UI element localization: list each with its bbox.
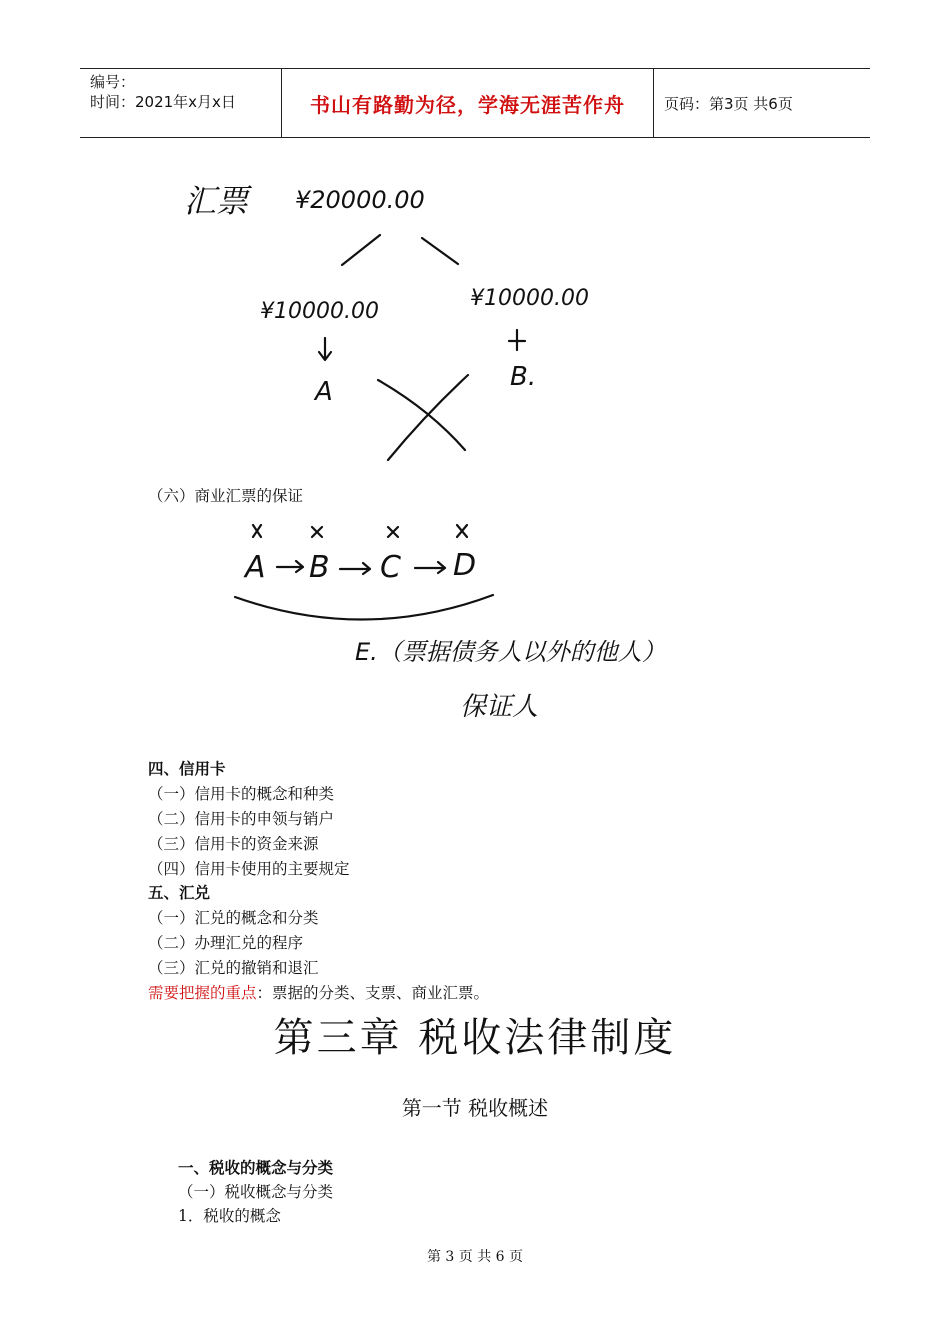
- sketch-chain-d: D: [453, 548, 477, 583]
- sketch-bill-label: 汇票: [184, 182, 249, 220]
- guarantee-sketch: [225, 515, 685, 730]
- heading-tax-concept: 一、税收的概念与分类: [178, 1159, 334, 1177]
- sketch-arrow-cd: [415, 562, 445, 573]
- credit-card-item-3: （三）信用卡的资金来源: [148, 835, 319, 853]
- header-page-number: 页码：第3页 共6页: [664, 94, 793, 113]
- credit-card-item-2: （二）信用卡的申领与销户: [148, 810, 335, 828]
- tax-concept-subitem: 1．税收的概念: [178, 1207, 281, 1225]
- sketch-x-b: [312, 527, 322, 537]
- sketch-top-amount: ¥20000.00: [295, 186, 425, 214]
- sketch-arrow-right: [509, 330, 525, 350]
- sketch-chain-c: C: [380, 550, 401, 585]
- sketch-x-c: [388, 527, 398, 537]
- sketch-guarantor-label: 保证人: [460, 692, 539, 722]
- key-points-text: ：票据的分类、支票、商业汇票。: [256, 984, 490, 1002]
- sketch-chain-b: B: [309, 550, 330, 585]
- page-header: [80, 68, 870, 138]
- remittance-item-3: （三）汇兑的撤销和退汇: [148, 959, 319, 977]
- chapter-title: 第三章 税收法律制度: [273, 1015, 677, 1061]
- header-motto: 书山有路勤为径，学海无涯苦作舟: [282, 69, 654, 137]
- credit-card-item-4: （四）信用卡使用的主要规定: [148, 860, 350, 878]
- bill-split-sketch: [170, 160, 610, 470]
- key-points: [148, 983, 489, 1003]
- sketch-x-a: [253, 525, 261, 537]
- key-points-label: 需要把握的重点: [148, 984, 257, 1002]
- sketch-cross-b: [388, 375, 468, 460]
- sketch-arrow-ab: [277, 561, 303, 572]
- header-left: [80, 69, 282, 137]
- heading-remittance: 五、汇兑: [148, 884, 211, 902]
- tax-concept-item: （一）税收概念与分类: [178, 1183, 334, 1201]
- sketch-arrow-bc: [340, 563, 370, 574]
- sketch-branch-right: [422, 238, 458, 264]
- sketch-node-a: A: [315, 377, 333, 407]
- sketch-right-amount: ¥10000.00: [470, 286, 589, 311]
- sketch-arrow-left: [319, 338, 331, 360]
- section-title: 第一节 税收概述: [401, 1096, 549, 1120]
- sketch-guarantor-desc: E.（票据债务人以外的他人）: [355, 638, 666, 666]
- page-footer: 第 3 页 共 6 页: [426, 1249, 524, 1265]
- sketch-left-amount: ¥10000.00: [260, 299, 379, 324]
- header-number: 编号：: [90, 73, 136, 91]
- remittance-item-2: （二）办理汇兑的程序: [148, 934, 304, 952]
- heading-credit-card: 四、信用卡: [148, 760, 226, 778]
- credit-card-item-1: （一）信用卡的概念和种类: [148, 785, 335, 803]
- sketch-chain-a: A: [245, 550, 266, 585]
- remittance-item-1: （一）汇兑的概念和分类: [148, 909, 319, 927]
- sketch-x-d: [457, 525, 467, 537]
- sketch-branch-left: [342, 235, 380, 265]
- subsection-guarantee: （六）商业汇票的保证: [148, 487, 304, 505]
- sketch-brace: [235, 595, 493, 620]
- sketch-node-b: B.: [510, 362, 537, 392]
- header-time: 时间：2021年x月x日: [90, 93, 236, 111]
